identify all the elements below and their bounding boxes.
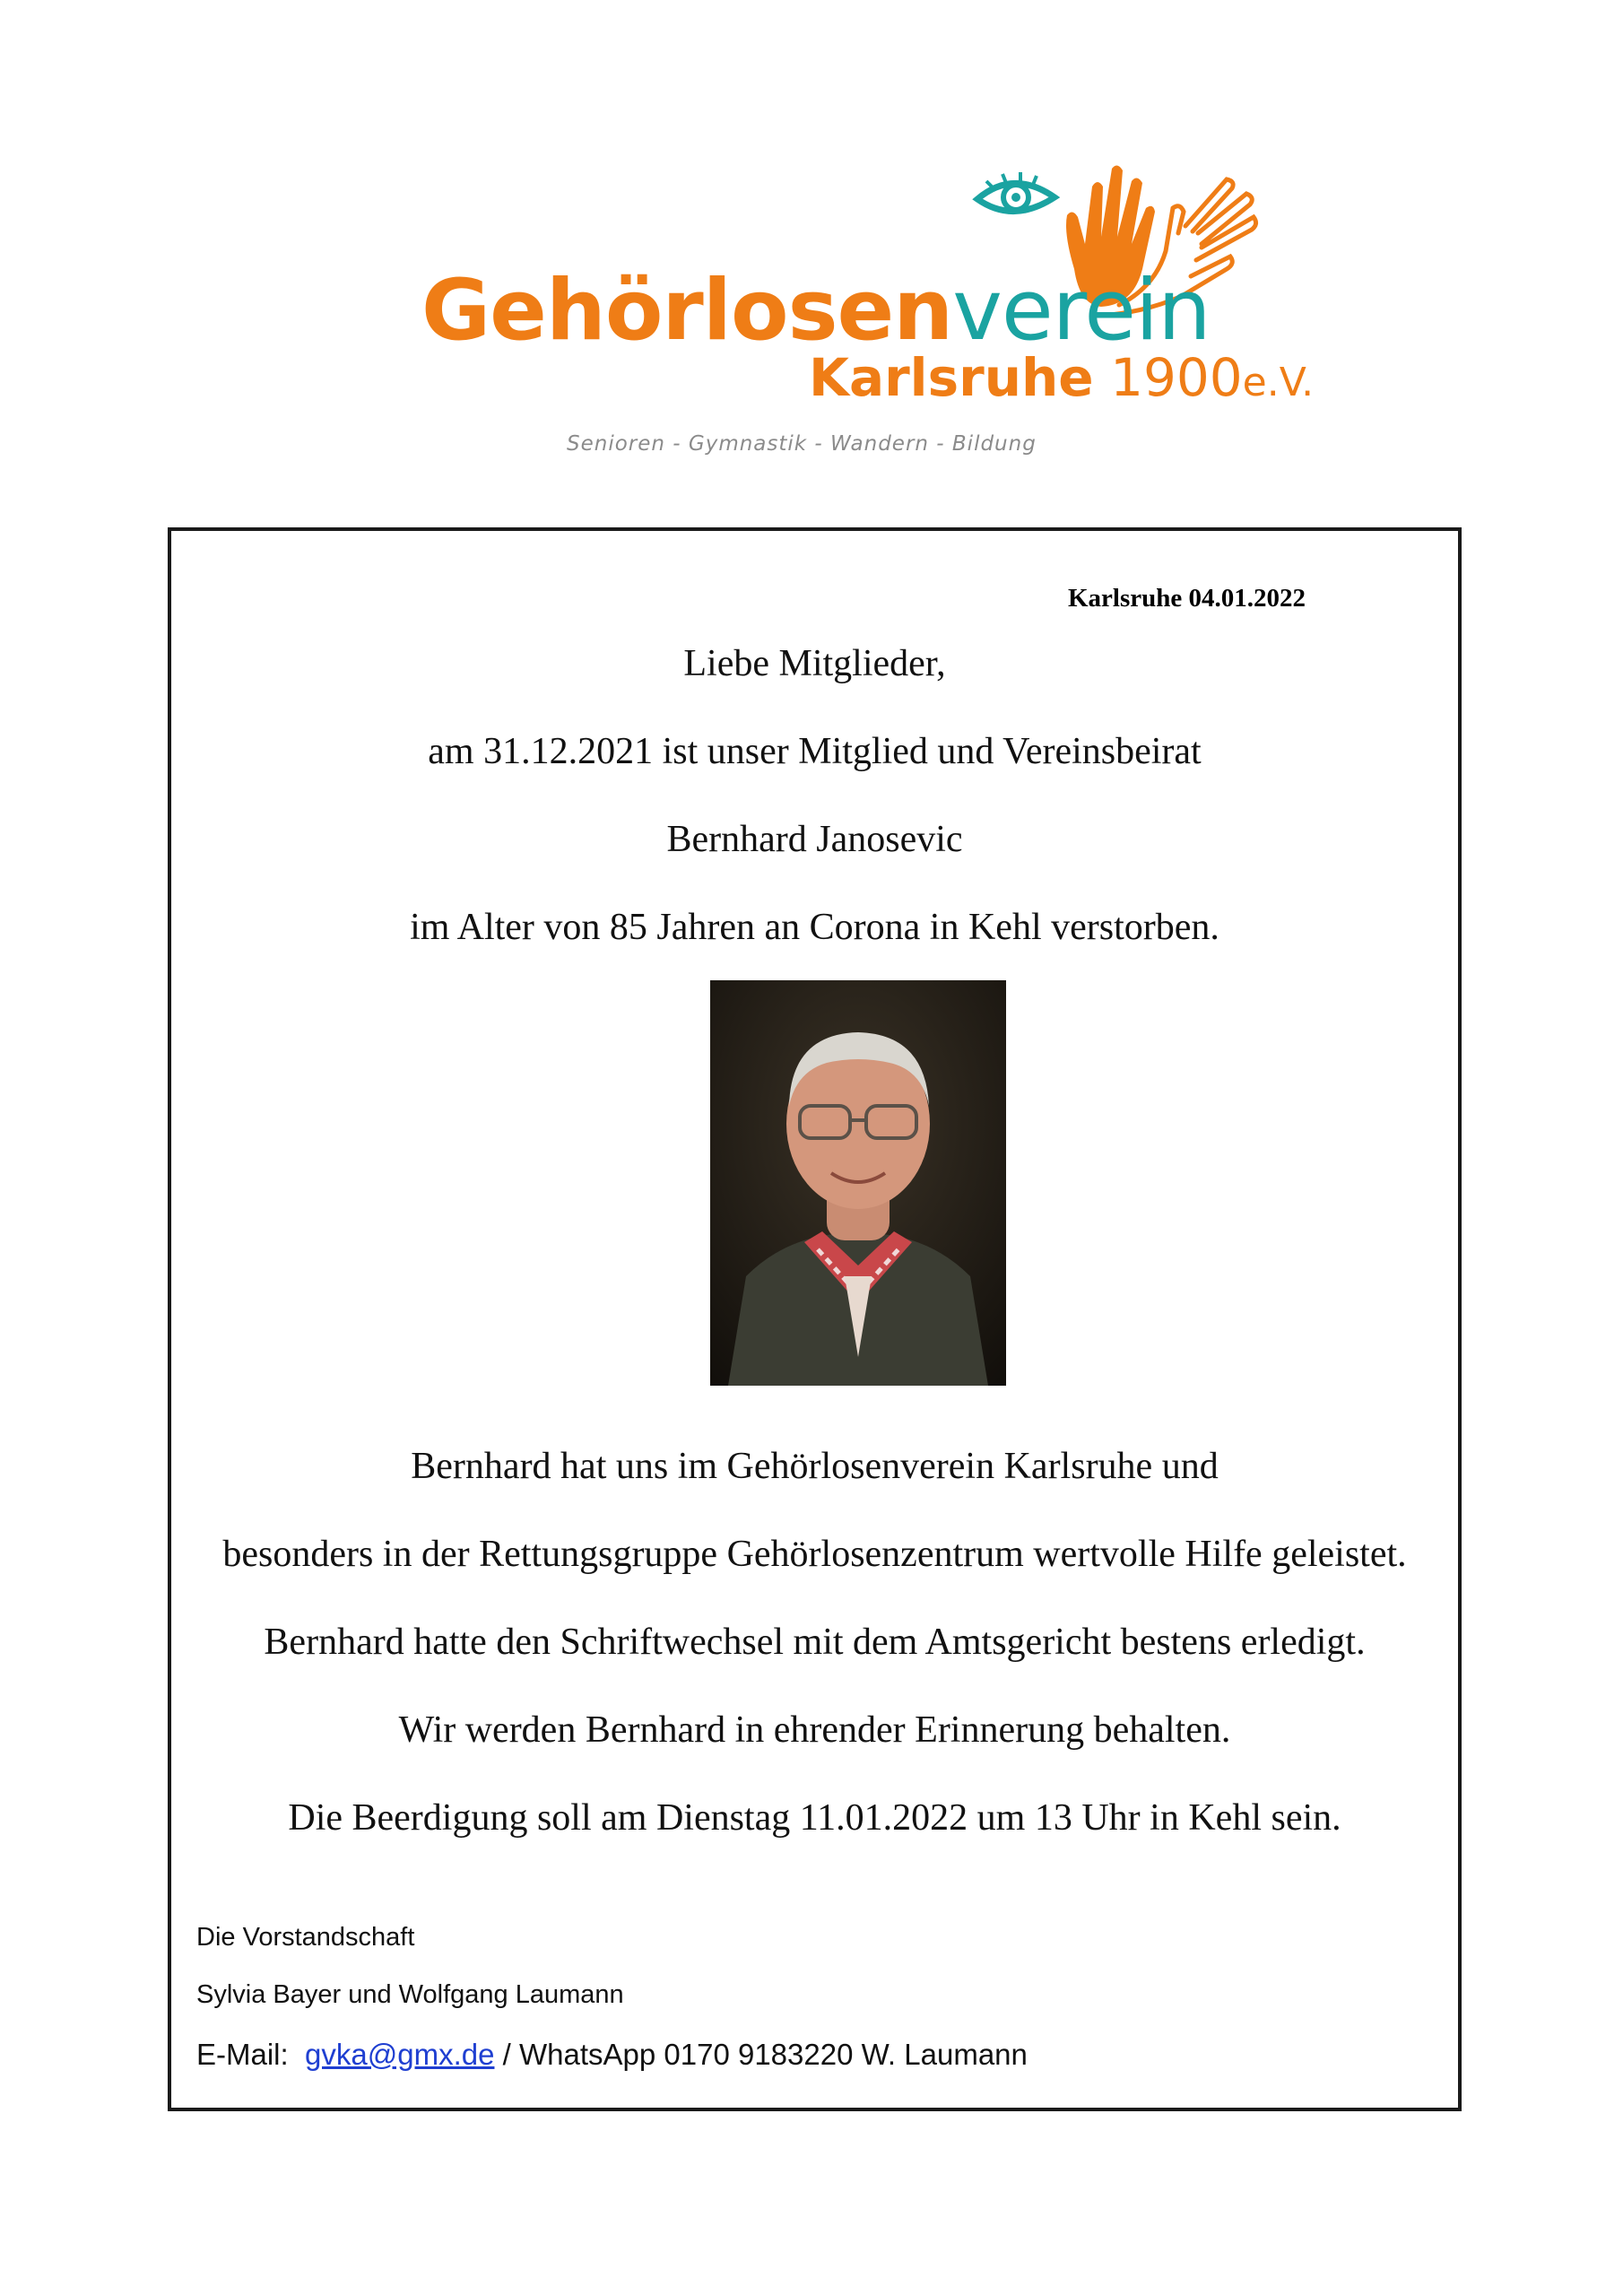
tribute-line-2: besonders in der Rettungsgruppe Gehörlosenzentrum wertvolle Hilfe geleistet.	[222, 1534, 1407, 1575]
greeting: Liebe Mitglieder,	[683, 643, 946, 684]
email-label: E-Mail:	[196, 2038, 289, 2071]
contact-line	[196, 2038, 1028, 2072]
tribute-line-3: Bernhard hatte den Schriftwechsel mit dem Amtsgericht bestens erledigt.	[264, 1622, 1366, 1663]
logo-tagline: Senioren - Gymnastik - Wandern - Bildung	[567, 432, 1037, 456]
board-names: Sylvia Bayer und Wolfgang Laumann	[196, 1980, 624, 2009]
logo-wordmark: Gehörlosenverein	[421, 262, 1211, 360]
email-link[interactable]: gvka@gmx.de	[305, 2038, 495, 2071]
deceased-name: Bernhard Janosevic	[666, 819, 963, 860]
portrait-photo	[710, 980, 1006, 1386]
death-details-line: im Alter von 85 Jahren an Corona in Kehl verstorben.	[410, 907, 1219, 948]
logo-city-line: Karlsruhe 1900e.V.	[809, 347, 1315, 408]
obituary-box	[168, 527, 1462, 2111]
announcement-date: Karlsruhe 04.01.2022	[1068, 584, 1306, 613]
club-logo	[412, 161, 1315, 466]
board-signature: Die Vorstandschaft	[196, 1923, 415, 1952]
tribute-line-1: Bernhard hat uns im Gehörlosenverein Karlsruhe und	[411, 1446, 1219, 1487]
whatsapp-contact: / WhatsApp 0170 9183220 W. Laumann	[502, 2038, 1028, 2071]
death-notice-line: am 31.12.2021 ist unser Mitglied und Vereinsbeirat	[428, 731, 1202, 772]
funeral-info: Die Beerdigung soll am Dienstag 11.01.2022 um 13 Uhr in Kehl sein.	[288, 1797, 1341, 1839]
tribute-line-4: Wir werden Bernhard in ehrender Erinnerung behalten.	[398, 1709, 1231, 1751]
